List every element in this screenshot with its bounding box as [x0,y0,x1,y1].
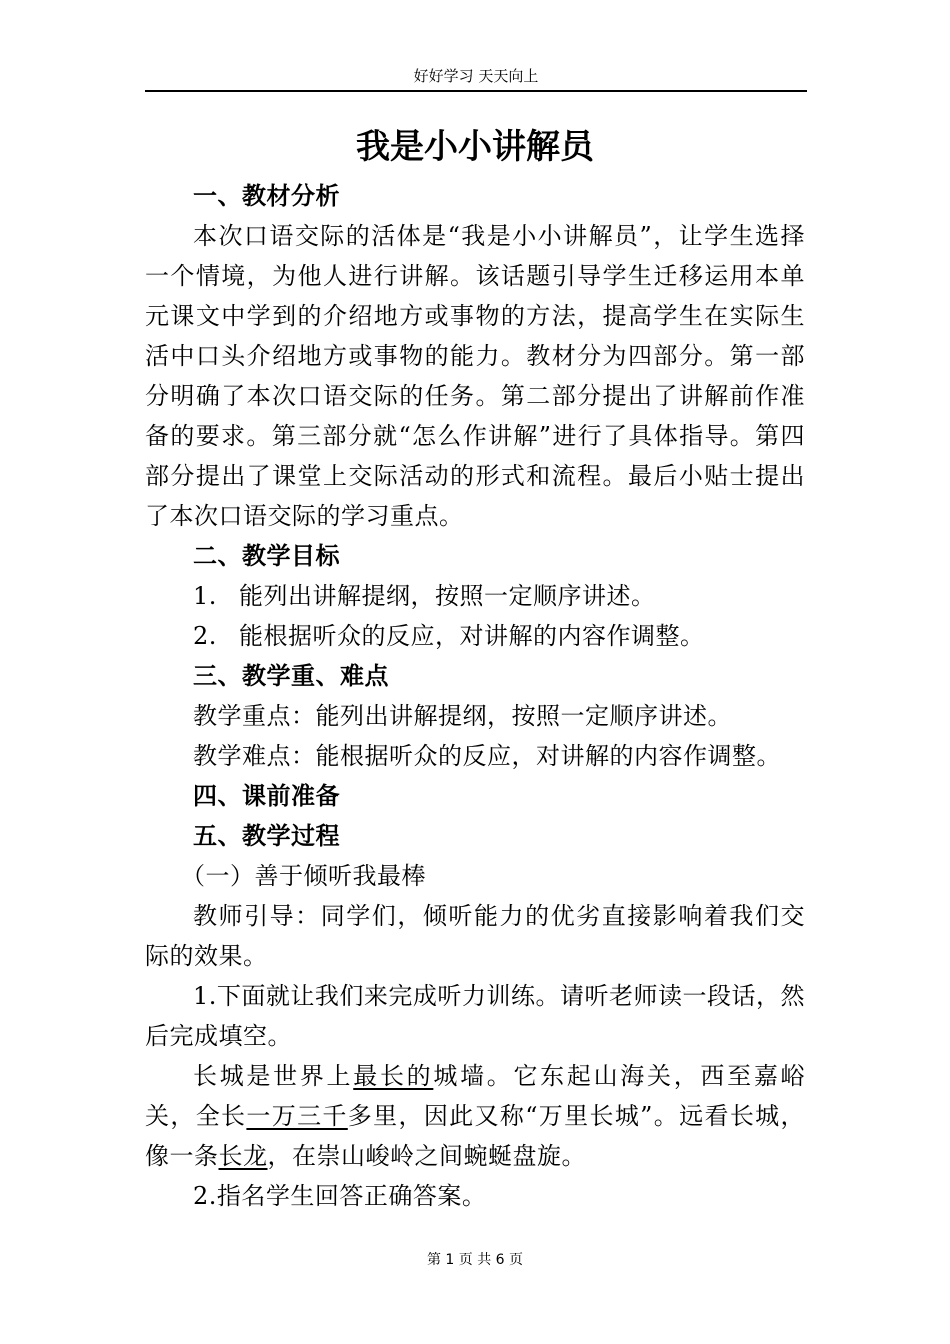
goal-item-1-text: 能列出讲解提纲，按照一定顺序讲述。 [239,582,656,610]
section-heading-1: 一、教材分析 [193,182,340,210]
page-number: 第 1 页 共 6 页 [426,1252,524,1268]
great-wall-passage [145,1056,805,1176]
section-heading-3: 三、教学重、难点 [193,662,389,690]
document-title: 我是小小讲解员 [356,127,594,167]
goal-item-1 [145,576,805,616]
goal-item-2 [145,616,805,656]
answer-blank-2: 一万三千 [246,1102,348,1130]
analysis-paragraph: 本次口语交际的活体是“我是小小讲解员”，让学生选择一个情境，为他人进行讲解。该话题引导学生迁移运用本单元课文中学到的介绍地方或事物的方法，提高学生在实际生活中口头介绍地方或事物的能力。教材分为四部分。第一部分明确了本次口语交际的任务。第二部分提出了讲解前作准备的要求。第三部分就“怎么作讲解”进行了具体指导。第四部分提出了课堂上交际活动的形式和流程。最后小贴士提出了本次口语交际的学习重点。 [145,222,805,530]
section-heading-5: 五、教学过程 [193,822,340,850]
difficult-point: 教学难点：能根据听众的反应，对讲解的内容作调整。 [193,742,781,770]
goal-item-2-num: 2. [193,622,217,650]
section-heading-2: 二、教学目标 [193,542,340,570]
section-heading-4: 四、课前准备 [193,782,340,810]
answer-blank-3: 长龙 [218,1142,268,1170]
document-body [145,176,805,1216]
subsection-heading: （一）善于倾听我最棒 [181,862,426,890]
goal-item-2-text: 能根据听众的反应，对讲解的内容作调整。 [239,622,705,650]
passage-text-4: ，在崇山峻岭之间蜿蜒盘旋。 [267,1142,586,1170]
passage-text-2: 城墙。它东起山海关，西至嘉峪关，全长 [145,1062,806,1130]
teacher-guide: 教师引导：同学们，倾听能力的优劣直接影响着我们交际的效果。 [145,902,805,970]
header-text: 好好学习 天天向上 [413,67,539,85]
page-footer [0,1250,950,1270]
goal-item-1-num: 1. [193,582,217,610]
step-2: 2.指名学生回答正确答案。 [193,1182,487,1210]
passage-text-1: 长城是世界上 [193,1062,354,1090]
step-1: 1.下面就让我们来完成听力训练。请听老师读一段话，然后完成填空。 [145,982,805,1050]
key-point: 教学重点：能列出讲解提纲，按照一定顺序讲述。 [193,702,732,730]
passage-text-3: 多里，因此又称“万里长城”。远看长城，像一条 [145,1102,806,1170]
page-header [145,66,807,92]
answer-blank-1: 最长的 [353,1062,434,1090]
